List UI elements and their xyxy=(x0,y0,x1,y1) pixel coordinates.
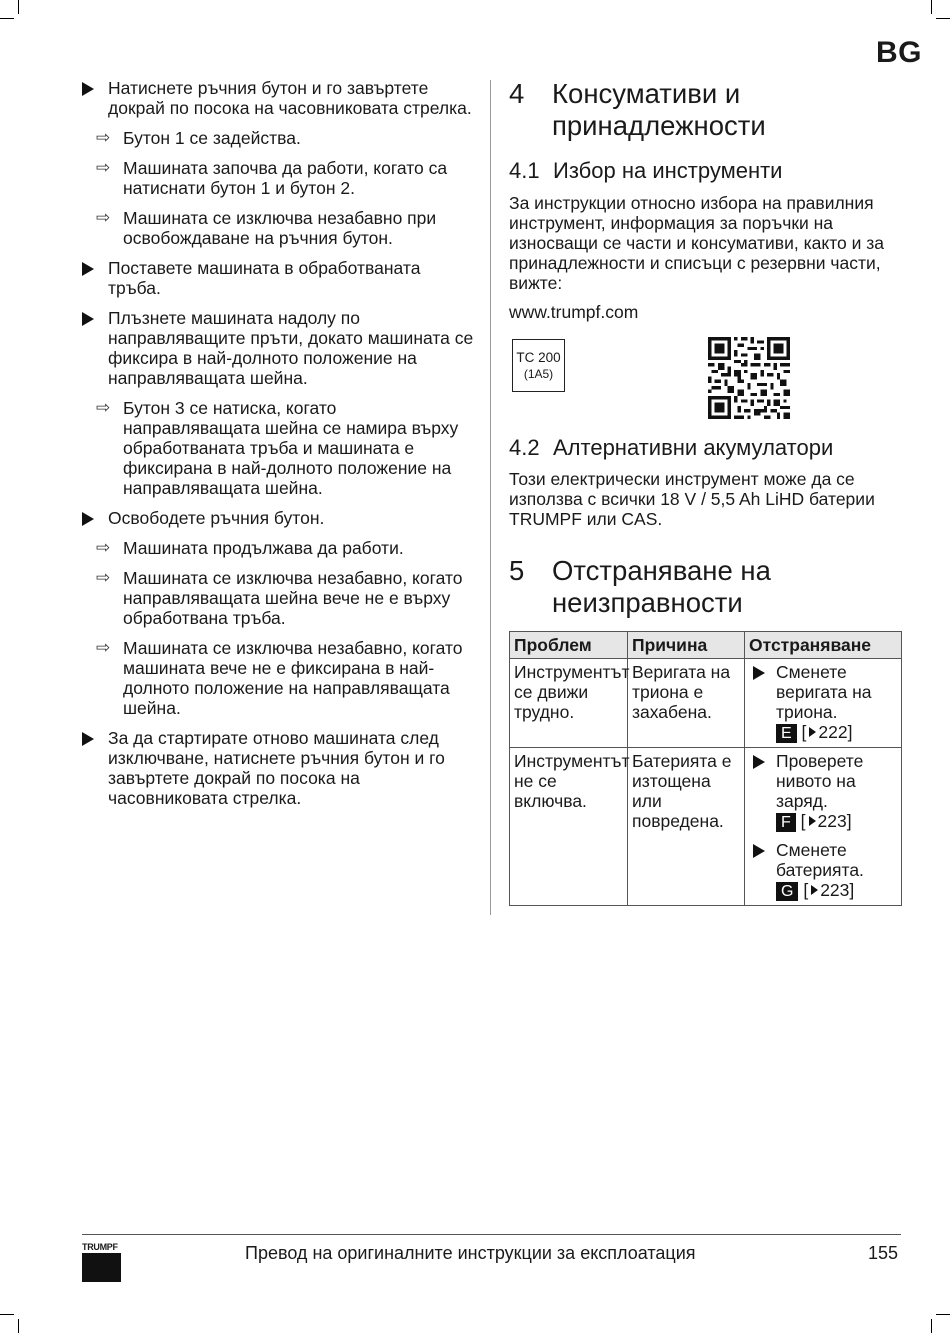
qr-code-icon[interactable] xyxy=(708,337,790,419)
subsection-title: Избор на инструменти xyxy=(553,158,783,183)
triangle-bullet-icon xyxy=(82,732,94,746)
table-row xyxy=(510,748,902,906)
result-text: Машината продължава да работи. xyxy=(123,538,404,558)
hollow-arrow-icon: ⇨ xyxy=(96,398,111,418)
crop-mark xyxy=(18,1319,19,1333)
reference-page: 223 xyxy=(817,811,847,831)
result-item xyxy=(78,208,478,248)
result-item xyxy=(78,638,478,718)
subsection-title: Алтернативни акумулатори xyxy=(553,435,834,460)
table-row xyxy=(510,659,902,748)
subsection-4-2-heading xyxy=(509,435,901,461)
triangle-bullet-icon xyxy=(82,262,94,276)
page-reference[interactable]: [ 223] xyxy=(803,880,855,900)
result-item xyxy=(78,128,478,148)
result-text: Бутон 1 се задейства. xyxy=(123,128,301,148)
column-header: Проблем xyxy=(510,632,628,659)
column-header: Отстраняване xyxy=(745,632,902,659)
tools-paragraph: За инструкции относно избора на правилния инструмент, информация за поръчки на износващи се части и консумативи, както и за принадлежности и списъци с резервни части, вижте: xyxy=(509,193,885,293)
problem-cell: Инструментът не се включва. xyxy=(510,748,628,906)
action-step xyxy=(78,508,478,528)
page-reference[interactable]: [ 223] xyxy=(800,811,852,831)
reference-page: 223 xyxy=(820,880,850,900)
subsection-4-1-heading xyxy=(509,158,901,184)
product-code: TC 200 xyxy=(516,350,561,365)
page-number: 155 xyxy=(867,1243,898,1263)
battery-paragraph: Този електрически инструмент може да се използва с всички 18 V / 5,5 Ah LiHD батерии TRUMPF или CAS. xyxy=(509,469,875,529)
remedy-step xyxy=(749,751,897,832)
figure-reference-letter: G xyxy=(776,882,798,901)
result-text: Машината започва да работи, когато са натиснати бутон 1 и бутон 2. xyxy=(123,158,448,198)
triangle-bullet-icon xyxy=(753,844,765,858)
section-title: Консумативи и принадлежности xyxy=(552,78,766,141)
step-text: Освободете ръчния бутон. xyxy=(108,508,325,528)
action-step xyxy=(78,308,478,388)
page-reference[interactable]: [ 222] xyxy=(801,722,853,742)
troubleshooting-table xyxy=(509,631,902,906)
crop-mark xyxy=(0,18,14,19)
website-link[interactable]: www.trumpf.com xyxy=(509,302,639,322)
footer-title: Превод на оригиналните инструкции за експлоатация xyxy=(245,1243,696,1263)
logo-text: TRUMPF xyxy=(82,1242,118,1252)
triangle-bullet-icon xyxy=(82,82,94,96)
page-arrow-icon xyxy=(809,727,816,737)
section-title: Отстраняване на неизправности xyxy=(552,555,771,618)
triangle-bullet-icon xyxy=(82,512,94,526)
product-code-row xyxy=(509,337,901,429)
logo-block-icon xyxy=(82,1253,121,1282)
result-text: Бутон 3 се натиска, когато направляващата шейна се намира върху обработваната тръба и машината е фиксирана в най-долното положение на направляващата шейна. xyxy=(123,398,459,498)
hollow-arrow-icon: ⇨ xyxy=(96,568,111,588)
step-text: Поставете машината в обработваната тръба. xyxy=(108,258,421,298)
step-text: За да стартирате отново машината след изключване, натиснете ръчния бутон и го завъртете докрай по посока на часовниковата стрелка. xyxy=(108,728,445,808)
triangle-bullet-icon xyxy=(82,312,94,326)
result-item xyxy=(78,568,478,628)
trumpf-logo xyxy=(82,1242,121,1282)
column-divider xyxy=(490,80,491,915)
result-text: Машината се изключва незабавно при освобождаване на ръчния бутон. xyxy=(123,208,437,248)
result-text: Машината се изключва незабавно, когато машината вече не е фиксирана в най-долното положение на направляващата шейна. xyxy=(123,638,463,718)
hollow-arrow-icon: ⇨ xyxy=(96,128,111,148)
step-text: Натиснете ръчния бутон и го завъртете докрай по посока на часовниковата стрелка. xyxy=(108,78,472,118)
language-code: BG xyxy=(876,36,922,69)
action-step xyxy=(78,258,478,298)
subsection-number: 4.2 xyxy=(509,435,540,460)
crop-mark xyxy=(18,0,19,14)
product-code-box xyxy=(512,339,565,392)
hollow-arrow-icon: ⇨ xyxy=(96,538,111,558)
section-4-heading xyxy=(509,78,901,142)
remedy-step xyxy=(749,662,897,743)
remedy-text: Сменете батерията. xyxy=(776,840,864,880)
figure-reference-letter: F xyxy=(776,813,796,832)
product-variant: (1A5) xyxy=(523,367,554,381)
crop-mark xyxy=(931,1319,932,1333)
triangle-bullet-icon xyxy=(753,755,765,769)
subsection-number: 4.1 xyxy=(509,158,540,183)
crop-mark xyxy=(931,0,932,14)
step-text: Плъзнете машината надолу по направляващите пръти, докато машината се фиксира в най-долното положение на направляващата шейна. xyxy=(108,308,474,388)
cause-cell: Батерията е изтощена или повредена. xyxy=(628,748,745,906)
remedy-text: Сменете веригата на триона. xyxy=(776,662,872,722)
remedy-step xyxy=(749,840,897,901)
crop-mark xyxy=(936,1314,950,1315)
crop-mark xyxy=(936,18,950,19)
column-header: Причина xyxy=(628,632,745,659)
instruction-list xyxy=(78,78,478,818)
section-number: 4 xyxy=(509,78,525,109)
cause-cell: Веригата на триона е захабена. xyxy=(628,659,745,748)
section-number: 5 xyxy=(509,555,525,586)
triangle-bullet-icon xyxy=(753,666,765,680)
action-step xyxy=(78,78,478,118)
problem-cell: Инструментът се движи трудно. xyxy=(510,659,628,748)
page-arrow-icon xyxy=(811,885,818,895)
right-column xyxy=(509,78,901,906)
table-header-row xyxy=(510,632,902,659)
result-text: Машината се изключва незабавно, когато направляващата шейна вече не е върху обработвана тръба. xyxy=(123,568,463,628)
page-arrow-icon xyxy=(809,816,816,826)
hollow-arrow-icon: ⇨ xyxy=(96,158,111,178)
result-item xyxy=(78,158,478,198)
section-5-heading xyxy=(509,555,901,619)
reference-page: 222 xyxy=(818,722,848,742)
figure-reference-letter: E xyxy=(776,724,797,743)
footer-divider xyxy=(82,1234,901,1235)
action-step xyxy=(78,728,478,808)
hollow-arrow-icon: ⇨ xyxy=(96,208,111,228)
remedy-cell xyxy=(745,659,902,748)
crop-mark xyxy=(0,1314,14,1315)
remedy-cell xyxy=(745,748,902,906)
hollow-arrow-icon: ⇨ xyxy=(96,638,111,658)
result-item xyxy=(78,538,478,558)
remedy-text: Проверете нивото на заряд. xyxy=(776,751,864,811)
result-item xyxy=(78,398,478,498)
